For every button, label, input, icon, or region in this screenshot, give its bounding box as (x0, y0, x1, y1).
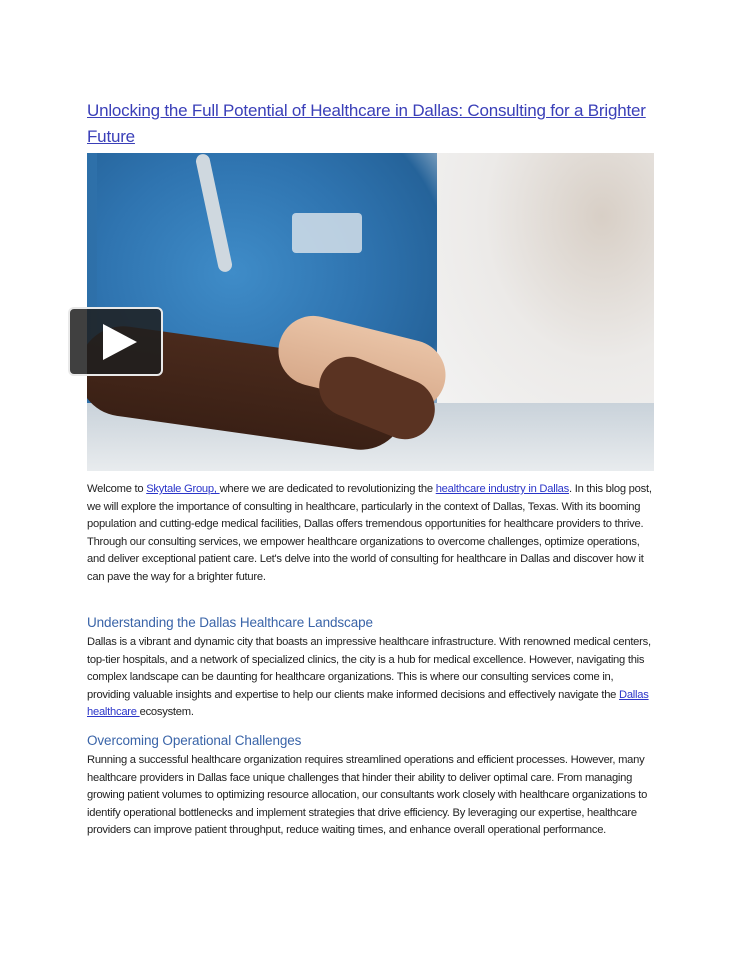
section-heading-landscape: Understanding the Dallas Healthcare Landscape (87, 615, 373, 630)
video-play-button[interactable] (68, 307, 163, 376)
intro-paragraph (87, 472, 657, 587)
landscape-paragraph (87, 634, 657, 722)
operational-paragraph: Running a successful healthcare organization requires streamlined operations and efficient processes. However, many healthcare providers in Dallas face unique challenges that hinder their ability to deliver optimal care. From managing growing patient volumes to optimizing resource allocation, our consultants work closely with healthcare organizations to identify operational bottlenecks and implement strategies that drive efficiency. By leveraging our expertise, healthcare providers can improve patient throughput, reduce waiting times, and enhance overall operational performance. (87, 754, 648, 837)
play-icon (103, 324, 137, 360)
skytale-group-link[interactable]: Skytale Group, (146, 483, 220, 495)
landscape-text-2: ecosystem. (139, 706, 194, 719)
hero-image (87, 153, 654, 471)
intro-text-2: where we are dedicated to revolutionizing the (219, 483, 436, 495)
section-heading-operational: Overcoming Operational Challenges (87, 733, 302, 748)
landscape-text-1: Dallas is a vibrant and dynamic city that boasts an impressive healthcare infrastructure. With renowned medical centers, top-tier hospitals, and a network of specialized clinics, the city is a hub for medical excellence. However, navigating this complex landscape can be daunting for healthcare organizations. This is where our consulting services come in, providing valuable insights and expertise to help our clients make informed decisions and effectively navigate the (87, 636, 651, 701)
intro-text-1: Welcome to (87, 483, 147, 495)
dallas-healthcare-link[interactable]: Dallas healthcare (87, 688, 649, 719)
article-title-link[interactable]: Unlocking the Full Potential of Healthcare in Dallas: Consulting for a Brighter Future (87, 101, 646, 146)
intro-text-3: . In this blog post, we will explore the importance of consulting in healthcare, particularly in the context of Dallas, Texas. With its booming population and cutting-edge medical facilities, Dallas offers tremendous opportunities for healthcare providers to thrive. Through our consulting services, we empower healthcare organizations to overcome challenges, optimize operations, and deliver exceptional patient care. Let's delve into the world of consulting for healthcare in Dallas and discover how it can pave the way for a brighter future. (87, 483, 652, 583)
id-badge (292, 213, 362, 253)
healthcare-industry-dallas-link[interactable]: healthcare industry in Dallas (435, 483, 569, 495)
